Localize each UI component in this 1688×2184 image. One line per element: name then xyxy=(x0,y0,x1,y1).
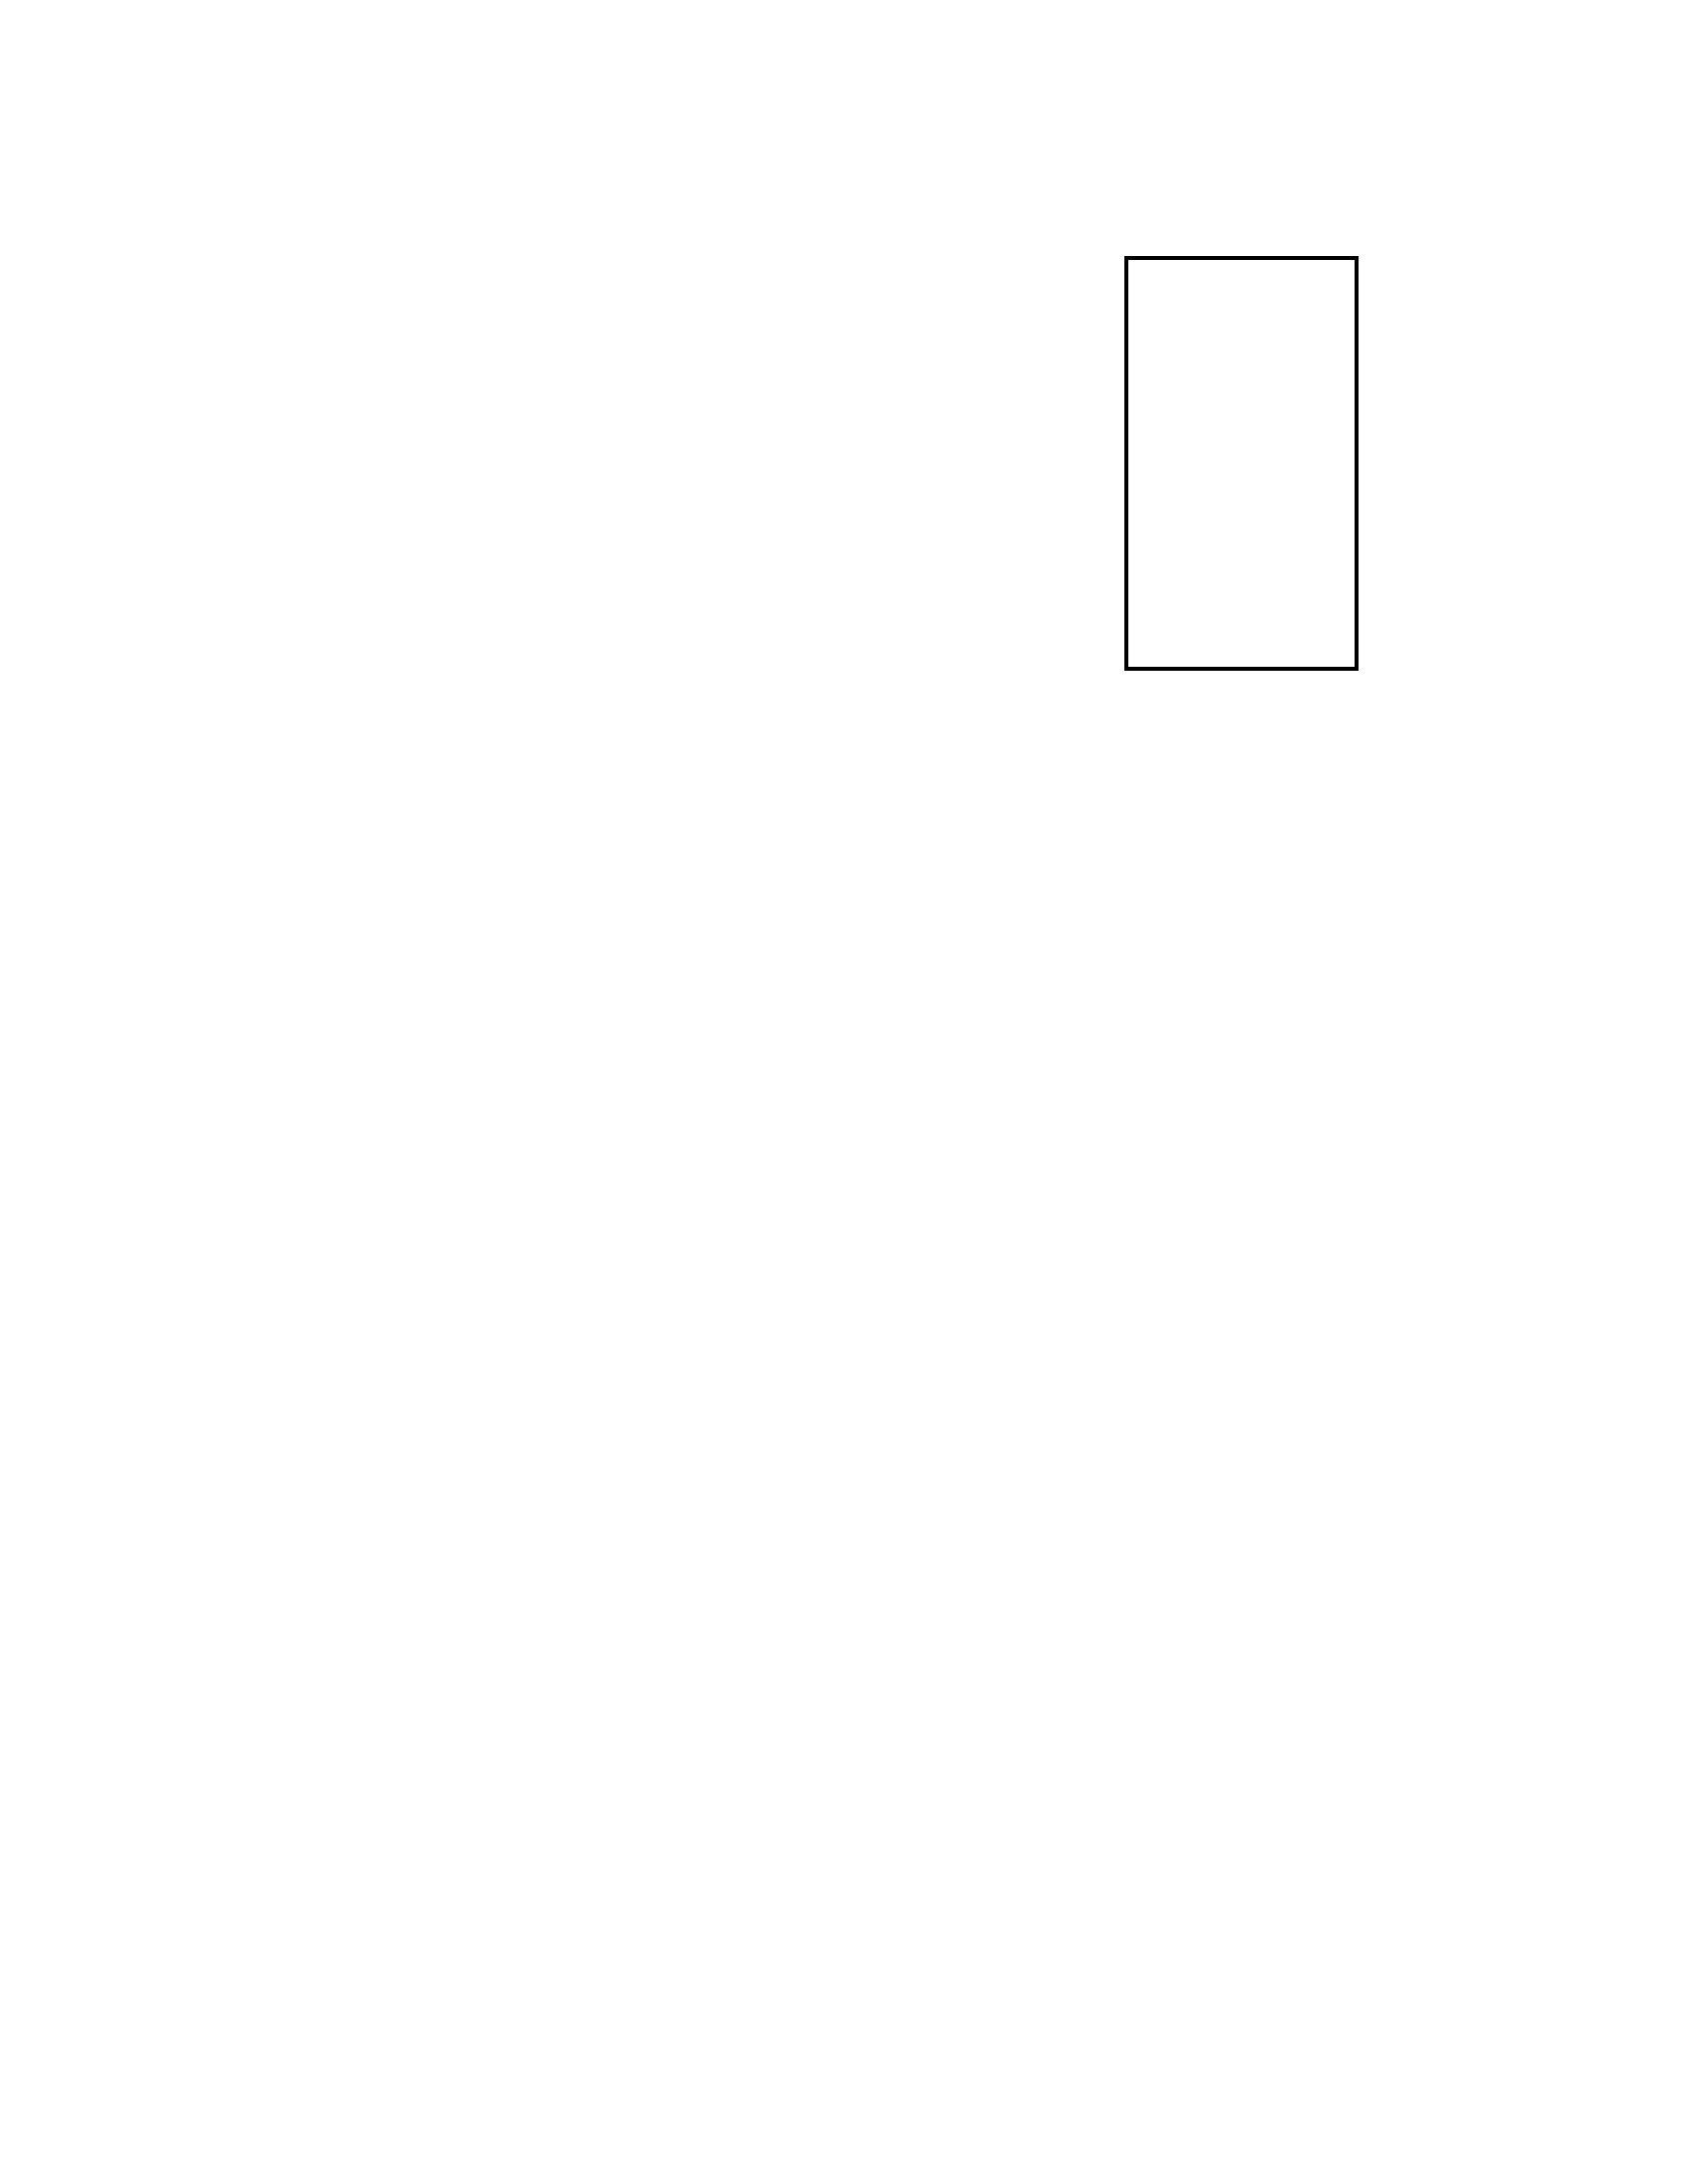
stair-step-results-box xyxy=(1124,256,1359,671)
